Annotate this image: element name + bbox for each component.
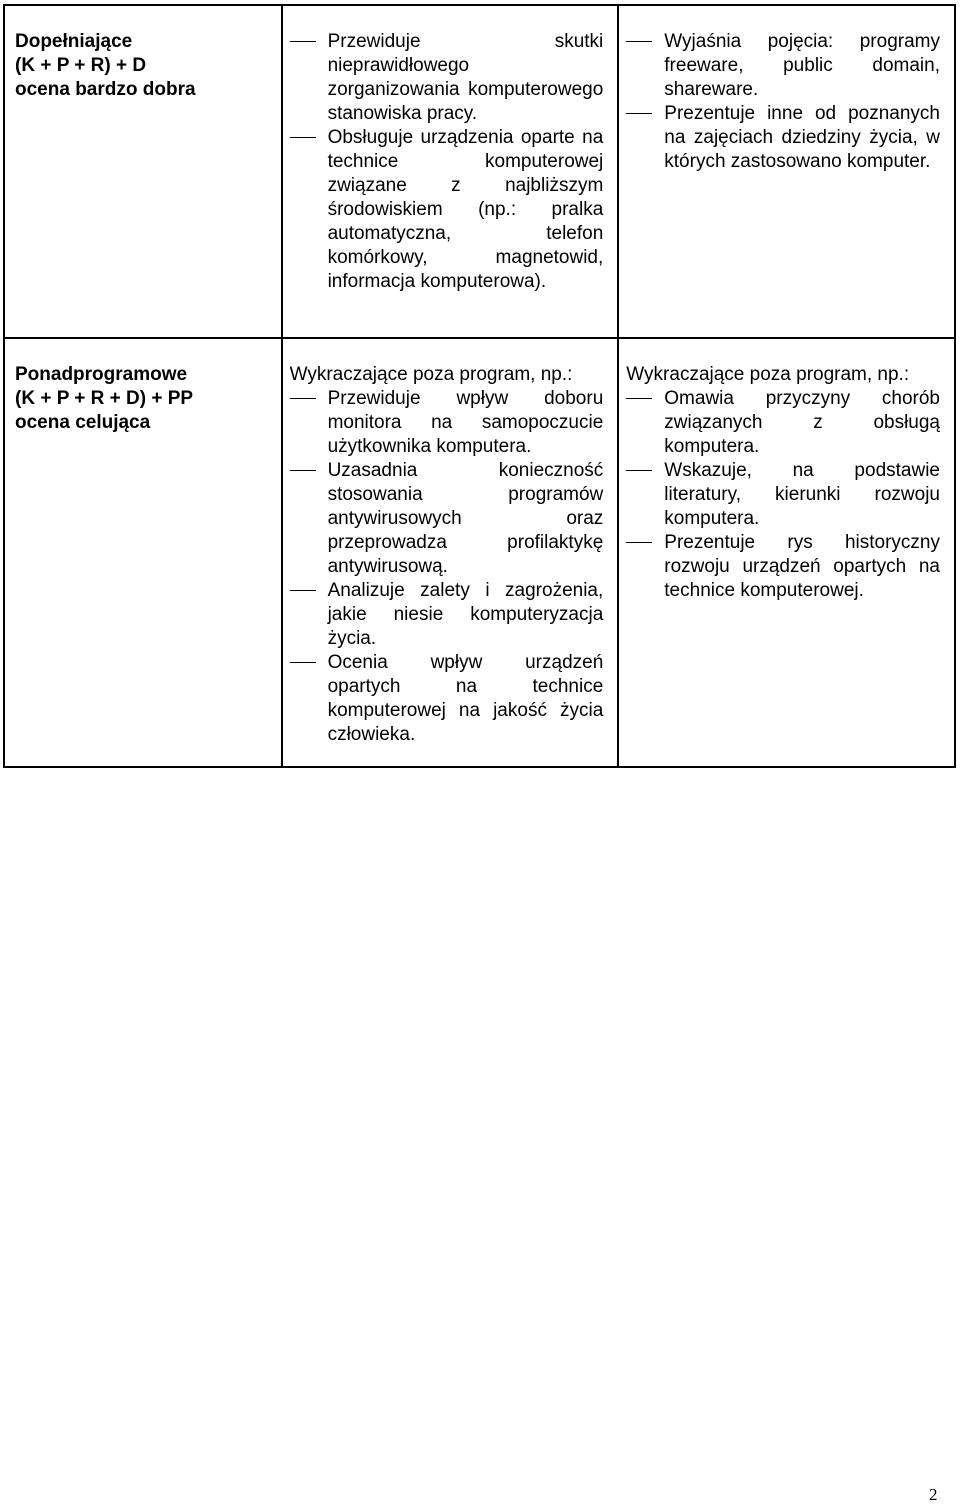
requirements-list (290, 387, 604, 747)
grade-formula: (K + P + R + D) + PP (15, 388, 194, 409)
requirements-list (290, 30, 604, 294)
requirements-cell (618, 5, 955, 338)
grading-criteria-table (3, 4, 956, 768)
list-item: Analizuje zalety i zagrożenia, jakie niesie komputeryzacja życia. (290, 579, 604, 651)
requirements-list (626, 387, 940, 603)
dash-bullet-icon (626, 542, 652, 543)
dash-bullet-icon (626, 113, 652, 114)
list-item: Wskazuje, na podstawie literatury, kierunki rozwoju komputera. (626, 459, 940, 531)
grade-level-name: Ponadprogramowe (15, 364, 188, 385)
dash-bullet-icon (290, 590, 316, 591)
grade-cell (4, 338, 282, 767)
list-item: Wyjaśnia pojęcia: programy freeware, public domain, shareware. (626, 30, 940, 102)
requirements-cell (282, 338, 619, 767)
dash-bullet-icon (626, 470, 652, 471)
grade-level-name: Dopełniające (15, 31, 133, 52)
dash-bullet-icon (290, 398, 316, 399)
list-item: Obsługuje urządzenia oparte na technice komputerowej związane z najbliższym środowiskiem (np.: pralka automatyczna, telefon komórkowy, magnetowid, informacja komputerowa). (290, 126, 604, 294)
list-item: Uzasadnia konieczność stosowania programów antywirusowych oraz przeprowadza profilaktykę antywirusową. (290, 459, 604, 579)
dash-bullet-icon (290, 662, 316, 663)
requirements-cell (282, 5, 619, 338)
table-row-celujaca (4, 338, 955, 767)
list-item: Prezentuje rys historyczny rozwoju urządzeń opartych na technice komputerowej. (626, 531, 940, 603)
dash-bullet-icon (290, 137, 316, 138)
dash-bullet-icon (290, 41, 316, 42)
requirements-intro: Wykraczające poza program, np.: (626, 364, 910, 385)
requirements-cell (618, 338, 955, 767)
grade-cell (4, 5, 282, 338)
dash-bullet-icon (290, 470, 316, 471)
list-item: Omawia przyczyny chorób związanych z obsługą komputera. (626, 387, 940, 459)
list-item: Przewiduje skutki nieprawidłowego zorganizowania komputerowego stanowiska pracy. (290, 30, 604, 126)
list-item: Przewiduje wpływ doboru monitora na samopoczucie użytkownika komputera. (290, 387, 604, 459)
requirements-list (626, 30, 940, 174)
grade-label: ocena bardzo dobra (15, 79, 196, 100)
dash-bullet-icon (626, 398, 652, 399)
page-number: 2 (929, 1485, 938, 1504)
grade-label: ocena celująca (15, 412, 151, 433)
list-item: Prezentuje inne od poznanych na zajęciach dziedziny życia, w których zastosowano komputer. (626, 102, 940, 174)
grade-formula: (K + P + R) + D (15, 55, 147, 76)
requirements-intro: Wykraczające poza program, np.: (289, 364, 573, 385)
table-row-bardzo-dobra (4, 5, 955, 338)
dash-bullet-icon (626, 41, 652, 42)
list-item: Ocenia wpływ urządzeń opartych na technice komputerowej na jakość życia człowieka. (290, 651, 604, 747)
